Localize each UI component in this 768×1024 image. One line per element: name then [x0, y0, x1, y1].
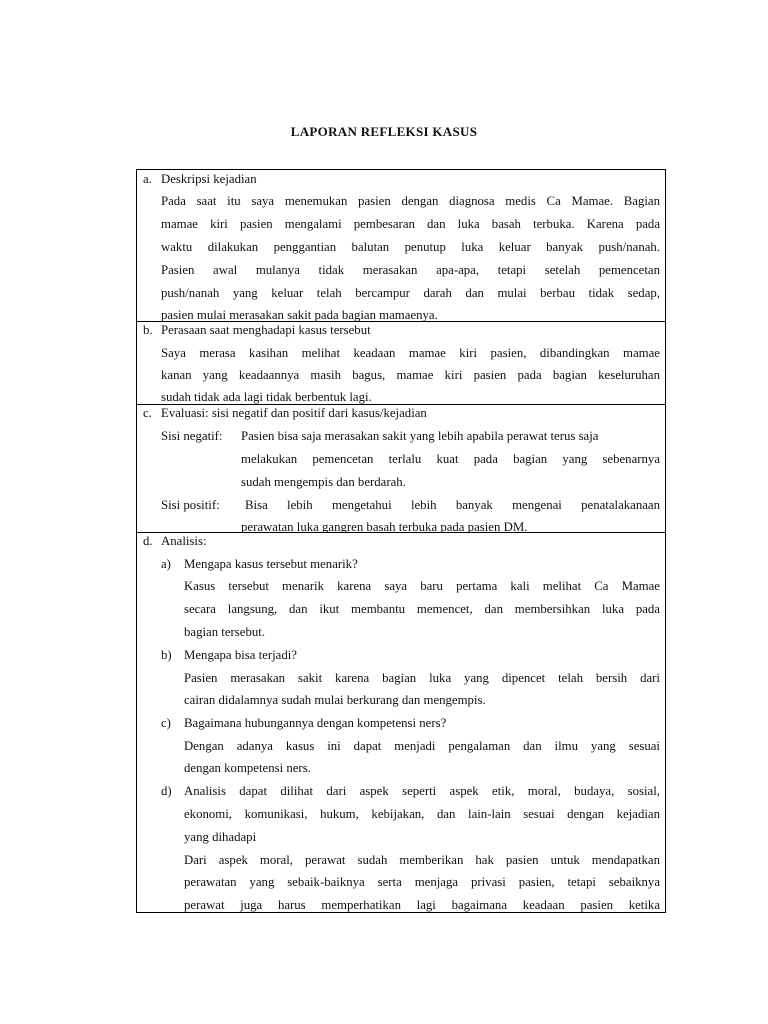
body-line: mamae kiri pasien mengalami pembesaran dan luka basah terbuka. Karena pada	[161, 217, 660, 231]
item-answer-line: Dengan adanya kasus ini dapat menjadi pengalaman dan ilmu yang sesuai	[184, 739, 660, 753]
item-marker: b)	[161, 648, 172, 662]
body-line: kanan yang keadaannya masih bagus, mamae kiri pasien pada bagian keseluruhan	[161, 368, 660, 382]
section-feelings	[137, 321, 665, 405]
item-answer-line: cairan didalamnya sudah mulai berkurang dan mengempis.	[184, 693, 486, 707]
section-evaluation	[137, 404, 665, 533]
item-marker: c)	[161, 716, 171, 730]
item-answer-line: secara langsung, dan ikut membantu memencet, dan membersihkan luka pada	[184, 602, 660, 616]
positive-label: Sisi positif:	[161, 498, 220, 512]
body-line: Saya merasa kasihan melihat keadaan mamae kiri pasien, dibandingkan mamae	[161, 346, 660, 360]
positive-line: perawatan luka gangren basah terbuka pada pasien DM.	[241, 520, 528, 533]
item-question: Mengapa kasus tersebut menarik?	[184, 557, 358, 571]
item-marker: d)	[161, 784, 172, 798]
section-letter: d.	[143, 534, 153, 548]
section-letter: c.	[143, 406, 152, 420]
body-line: Pasien awal mulanya tidak merasakan apa-apa, tetapi setelah pemencetan	[161, 263, 660, 277]
item-question: Analisis dapat dilihat dari aspek seperti aspek etik, moral, budaya, sosial,	[184, 784, 660, 798]
item-question: Bagaimana hubungannya dengan kompetensi ners?	[184, 716, 447, 730]
section-heading: Perasaan saat menghadapi kasus tersebut	[161, 323, 371, 337]
item-question: ekonomi, komunikasi, hukum, kebijakan, dan lain-lain sesuai dengan kejadian	[184, 807, 660, 821]
reflection-table	[136, 169, 666, 913]
body-line: push/nanah yang keluar telah bercampur darah dan mulai berbau tidak sedap,	[161, 286, 660, 300]
positive-line: Bisa lebih mengetahui lebih banyak mengenai penatalakanaan	[245, 498, 660, 512]
section-letter: b.	[143, 323, 153, 337]
item-question: yang dihadapi	[184, 830, 257, 844]
negative-line: melakukan pemencetan terlalu kuat pada bagian yang sebenarnya	[241, 452, 660, 466]
negative-label: Sisi negatif:	[161, 429, 223, 443]
item-answer-line: perawatan yang sebaik-baiknya serta menjaga privasi pasien, tetapi sebaiknya	[184, 875, 660, 889]
document-title: LAPORAN REFLEKSI KASUS	[290, 124, 478, 139]
item-answer-line: bagian tersebut.	[184, 625, 266, 639]
section-heading: Evaluasi: sisi negatif dan positif dari kasus/kejadian	[161, 406, 427, 420]
item-answer-line: Dari aspek moral, perawat sudah memberikan hak pasien untuk mendapatkan	[184, 853, 660, 867]
item-answer-line: perawat juga harus memperhatikan lagi bagaimana keadaan pasien ketika	[184, 898, 660, 912]
section-description	[137, 170, 665, 321]
section-heading: Analisis:	[161, 534, 207, 548]
item-answer-line: Pasien merasakan sakit karena bagian luka yang dipencet telah bersih dari	[184, 671, 660, 685]
body-line: Pada saat itu saya menemukan pasien dengan diagnosa medis Ca Mamae. Bagian	[161, 194, 660, 208]
body-line: waktu dilakukan penggantian balutan penutup luka keluar banyak push/nanah.	[161, 240, 660, 254]
body-line: sudah tidak ada lagi tidak berbentuk lagi.	[161, 390, 372, 404]
section-analysis	[137, 532, 665, 913]
negative-line: Pasien bisa saja merasakan sakit yang lebih apabila perawat terus saja	[241, 429, 599, 443]
item-answer-line: dengan kompetensi ners.	[184, 761, 311, 775]
item-answer-line: Kasus tersebut menarik karena saya baru pertama kali melihat Ca Mamae	[184, 579, 660, 593]
section-letter: a.	[143, 172, 152, 186]
body-line: pasien mulai merasakan sakit pada bagian mamaenya.	[161, 308, 438, 321]
section-heading: Deskripsi kejadian	[161, 172, 257, 186]
item-question: Mengapa bisa terjadi?	[184, 648, 297, 662]
item-marker: a)	[161, 557, 171, 571]
negative-line: sudah mengempis dan berdarah.	[241, 475, 406, 489]
